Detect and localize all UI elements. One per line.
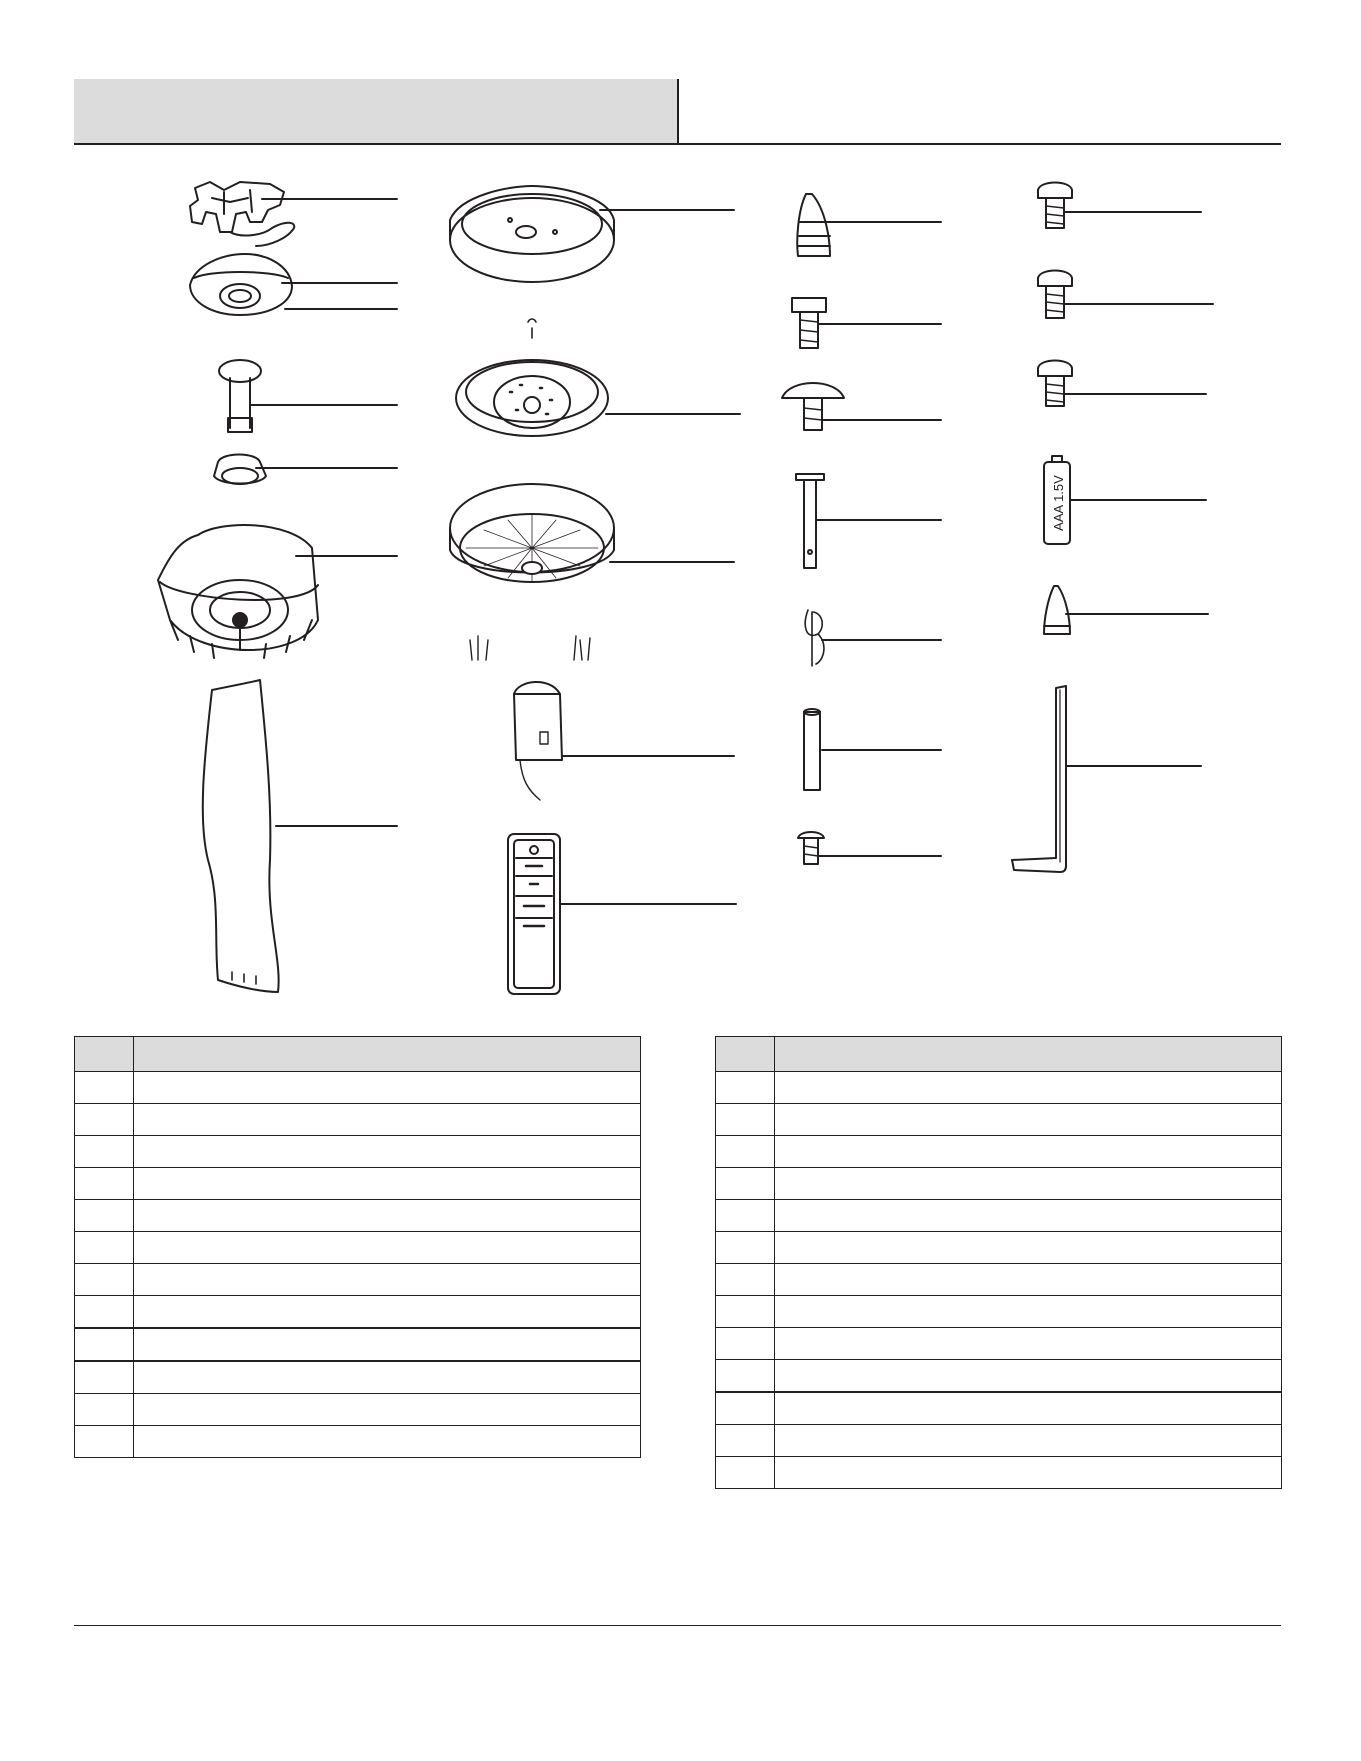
screw-c-illustration [1038, 361, 1206, 407]
table-row [75, 1168, 641, 1200]
description-cell [775, 1457, 1282, 1489]
mounting-bracket-illustration [190, 182, 397, 246]
mounting-plate-illustration [450, 186, 734, 282]
part-cell [716, 1136, 775, 1168]
table-row [75, 1200, 641, 1232]
light-kit-illustration [450, 484, 734, 582]
description-cell [134, 1200, 641, 1232]
part-cell [716, 1360, 775, 1393]
part-cell [75, 1394, 134, 1426]
thumb-screw-illustration [792, 298, 941, 348]
part-cell [75, 1296, 134, 1329]
washer-screw-illustration [782, 383, 941, 430]
description-cell [134, 1104, 641, 1136]
part-cell [716, 1232, 775, 1264]
receiver-illustration [470, 636, 734, 800]
part-cell [75, 1361, 134, 1394]
part-cell [716, 1328, 775, 1360]
table-row [716, 1296, 1282, 1328]
part-cell [716, 1200, 775, 1232]
table-row [716, 1360, 1282, 1393]
table-row [75, 1136, 641, 1168]
description-cell [134, 1072, 641, 1104]
table-row [75, 1104, 641, 1136]
description-cell [775, 1296, 1282, 1328]
part-cell [75, 1072, 134, 1104]
part-cell [716, 1296, 775, 1328]
description-cell [134, 1136, 641, 1168]
table-row [716, 1104, 1282, 1136]
part-cell [716, 1392, 775, 1425]
table-row [75, 1328, 641, 1361]
description-cell [775, 1232, 1282, 1264]
screw-b-illustration [1038, 271, 1213, 319]
table-row [716, 1232, 1282, 1264]
screw-a-illustration [1038, 183, 1201, 229]
description-cell [775, 1072, 1282, 1104]
table-row [716, 1072, 1282, 1104]
small-wire-nut-illustration [1044, 586, 1208, 634]
light-kit-plate-illustration [456, 319, 740, 436]
part-cell [716, 1072, 775, 1104]
table-row [75, 1394, 641, 1426]
balancing-rod-illustration [804, 709, 941, 790]
table-row [75, 1361, 641, 1394]
table-row [75, 1072, 641, 1104]
downrod-illustration [219, 360, 397, 432]
description-cell [134, 1168, 641, 1200]
part-cell [75, 1264, 134, 1296]
description-cell [775, 1200, 1282, 1232]
table-row [716, 1457, 1282, 1489]
table-header-row [75, 1037, 641, 1072]
parts-table-right [715, 1036, 1282, 1489]
description-cell [134, 1426, 641, 1458]
part-cell [75, 1232, 134, 1264]
description-cell [134, 1264, 641, 1296]
table-row [716, 1264, 1282, 1296]
description-cell [775, 1425, 1282, 1457]
wire-nut-illustration [797, 194, 941, 256]
description-cell [775, 1360, 1282, 1393]
description-cell [775, 1168, 1282, 1200]
table-row [716, 1136, 1282, 1168]
hair-pin-clip-illustration [805, 610, 941, 666]
table-row [716, 1328, 1282, 1360]
footer-rule [74, 1625, 1281, 1626]
motor-housing-illustration [158, 525, 397, 658]
part-cell [716, 1104, 775, 1136]
battery-illustration [1044, 456, 1206, 544]
part-cell [716, 1457, 775, 1489]
table-row [716, 1168, 1282, 1200]
description-cell [134, 1296, 641, 1329]
canopy-cover-illustration [214, 455, 397, 485]
description-cell [134, 1328, 641, 1361]
description-cell [134, 1361, 641, 1394]
canopy-illustration [190, 254, 397, 315]
table-row [75, 1232, 641, 1264]
description-cell [775, 1328, 1282, 1360]
part-column-header [75, 1037, 134, 1072]
blade-pin-illustration [796, 474, 941, 568]
fan-blade-illustration [203, 680, 397, 992]
part-cell [75, 1168, 134, 1200]
part-cell [75, 1104, 134, 1136]
table-row [716, 1425, 1282, 1457]
part-cell [75, 1136, 134, 1168]
parts-table-left [74, 1036, 641, 1458]
part-cell [75, 1328, 134, 1361]
part-column-header [716, 1037, 775, 1072]
description-column-header [134, 1037, 641, 1072]
table-header-row [716, 1037, 1282, 1072]
table-row [75, 1264, 641, 1296]
description-cell [775, 1104, 1282, 1136]
part-cell [75, 1200, 134, 1232]
remote-control-illustration [508, 834, 736, 994]
table-row [716, 1392, 1282, 1425]
allen-wrench-illustration [1012, 686, 1201, 872]
description-column-header [775, 1037, 1282, 1072]
description-cell [775, 1264, 1282, 1296]
battery-label: AAA 1.5V [1051, 475, 1066, 531]
table-row [75, 1426, 641, 1458]
part-cell [716, 1168, 775, 1200]
description-cell [134, 1232, 641, 1264]
part-cell [716, 1425, 775, 1457]
part-cell [75, 1426, 134, 1458]
description-cell [775, 1136, 1282, 1168]
table-row [716, 1200, 1282, 1232]
description-cell [134, 1394, 641, 1426]
description-cell [775, 1392, 1282, 1425]
small-screw-illustration [798, 832, 941, 864]
part-cell [716, 1264, 775, 1296]
table-row [75, 1296, 641, 1329]
